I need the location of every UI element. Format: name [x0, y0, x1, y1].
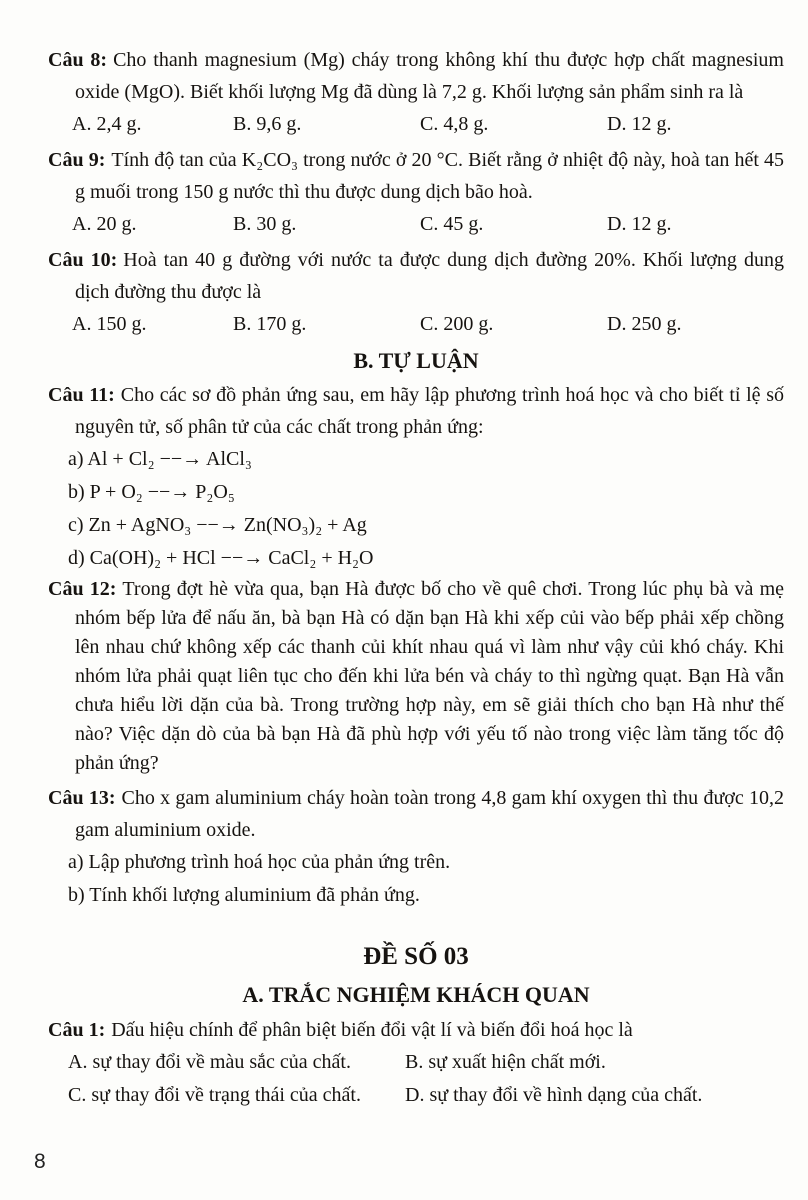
question-13-item-a: a) Lập phương trình hoá học của phản ứng trên. — [68, 851, 451, 873]
question-12-text: Trong đợt hè vừa qua, bạn Hà được bố cho về quê chơi. Trong lúc phụ bà và mẹ nhóm bếp lửa để nấu ăn, bà bạn Hà có dặn bạn Hà khi xếp củi vào bếp phải xếp chồng lên nhau chứ không xếp các thanh củi khít nhau quá vì làm như vậy củi khó cháy. Khi nhóm lửa phải quạt liên tục cho đến khi lửa bén và cháy to thì ngừng quạt. Bạn Hà vẫn chưa hiểu lời dặn của bà. Trong trường hợp này, em sẽ giải thích cho bạn Hà như thế nào? Việc dặn dò của bà bạn Hà đã phù hợp với yếu tố nào trong việc làm tăng tốc độ phản ứng? — [75, 578, 785, 774]
question-8 — [48, 44, 784, 140]
question-8-option-b: B. 9,6 g. — [233, 113, 302, 135]
question-10-label: Câu 10: — [48, 249, 118, 271]
question-12-label: Câu 12: — [48, 578, 117, 600]
question-10-text: Hoà tan 40 g đường với nước ta được dung dịch đường 20%. Khối lượng dung dịch đường thu được là — [75, 249, 784, 303]
question-11-label: Câu 11: — [48, 384, 115, 406]
question-8-label: Câu 8: — [48, 49, 108, 71]
exam-03-heading: ĐỀ SỐ 03 — [363, 943, 469, 970]
question-8-option-c: C. 4,8 g. — [420, 113, 489, 135]
question-9-paragraph — [48, 144, 784, 208]
question-9 — [48, 144, 784, 240]
question-11 — [48, 379, 784, 575]
equation-b: b) P + O₂ −−→ P₂O₅ — [68, 481, 235, 503]
equation-a: a) Al + Cl₂ −−→ AlCl₃ — [68, 448, 252, 470]
question-1-option-c: C. sự thay đổi về trạng thái của chất. — [68, 1084, 361, 1106]
equation-d: d) Ca(OH)₂ + HCl −−→ CaCl₂ + H₂O — [68, 547, 374, 569]
question-1-option-a: A. sự thay đổi về màu sắc của chất. — [68, 1051, 351, 1073]
equation-c: c) Zn + AgNO₃ −−→ Zn(NO₃)₂ + Ag — [68, 514, 367, 536]
question-11-text: Cho các sơ đồ phản ứng sau, em hãy lập phương trình hoá học và cho biết tỉ lệ số nguyên tử, số phân tử của các chất trong phản ứng: — [75, 384, 785, 438]
question-1-option-b: B. sự xuất hiện chất mới. — [405, 1051, 606, 1073]
question-9-text: Tính độ tan của K₂CO₃ trong nước ở 20 °C. Biết rằng ở nhiệt độ này, hoà tan hết 45 g muối trong 150 g nước thì thu được dung dịch bão hoà. — [75, 149, 785, 203]
question-1-option-d: D. sự thay đổi về hình dạng của chất. — [405, 1084, 703, 1106]
question-10-option-b: B. 170 g. — [233, 313, 307, 335]
question-10-option-c: C. 200 g. — [420, 313, 494, 335]
page-number: 8 — [34, 1150, 46, 1173]
section-b-heading: B. TỰ LUẬN — [353, 348, 479, 373]
question-9-option-b: B. 30 g. — [233, 213, 297, 235]
question-9-option-a: A. 20 g. — [72, 213, 137, 235]
question-9-options — [48, 208, 784, 240]
question-10 — [48, 244, 784, 340]
question-8-options — [48, 108, 784, 140]
question-13-item-b: b) Tính khối lượng aluminium đã phản ứng. — [68, 884, 420, 906]
question-1 — [48, 1014, 784, 1112]
question-10-paragraph — [48, 244, 784, 308]
question-8-option-d: D. 12 g. — [607, 113, 672, 135]
question-1-options — [48, 1046, 784, 1112]
question-9-option-d: D. 12 g. — [607, 213, 672, 235]
question-1-text: Dấu hiệu chính để phân biệt biến đổi vật lí và biến đổi hoá học là — [111, 1019, 633, 1041]
question-13-paragraph — [48, 782, 784, 846]
question-12-paragraph — [48, 575, 784, 778]
question-12 — [48, 575, 784, 778]
section-a-heading: A. TRẮC NGHIỆM KHÁCH QUAN — [242, 982, 590, 1007]
question-10-option-a: A. 150 g. — [72, 313, 147, 335]
question-10-option-d: D. 250 g. — [607, 313, 682, 335]
question-8-option-a: A. 2,4 g. — [72, 113, 142, 135]
question-9-label: Câu 9: — [48, 149, 106, 171]
question-8-paragraph — [48, 44, 784, 108]
question-13-text: Cho x gam aluminium cháy hoàn toàn trong 4,8 gam khí oxygen thì thu được 10,2 gam aluminium oxide. — [75, 787, 784, 841]
question-1-label: Câu 1: — [48, 1019, 106, 1041]
question-9-option-c: C. 45 g. — [420, 213, 484, 235]
question-13 — [48, 782, 784, 912]
question-13-label: Câu 13: — [48, 787, 116, 809]
question-10-options — [48, 308, 784, 340]
question-8-text: Cho thanh magnesium (Mg) cháy trong không khí thu được hợp chất magnesium oxide (MgO). Biết khối lượng Mg đã dùng là 7,2 g. Khối lượng sản phẩm sinh ra là — [75, 49, 784, 103]
question-11-equations — [48, 443, 784, 575]
question-11-paragraph — [48, 379, 784, 443]
question-1-paragraph — [48, 1014, 784, 1046]
